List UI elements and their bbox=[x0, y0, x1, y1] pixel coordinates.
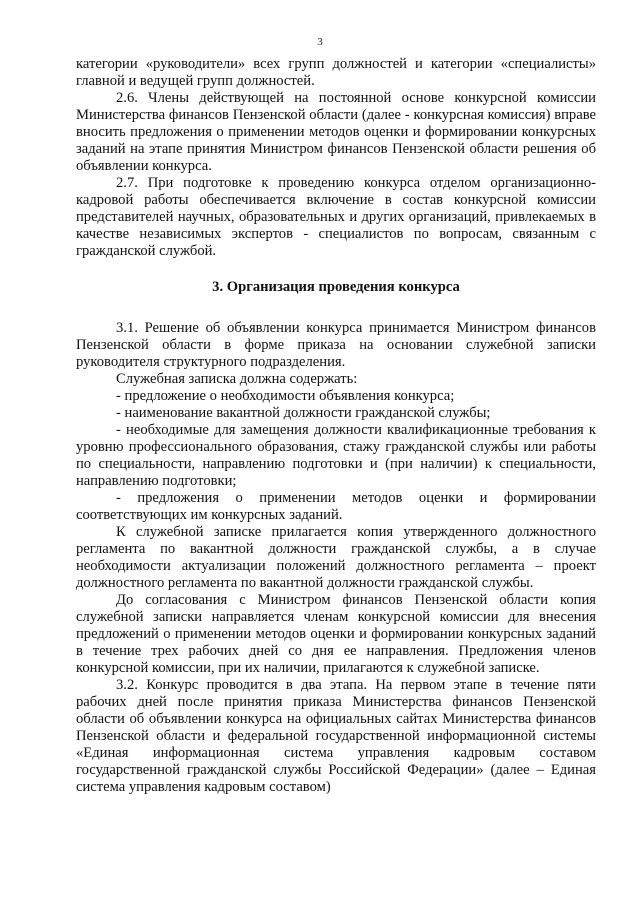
document-body bbox=[76, 56, 596, 796]
paragraph: 3.1. Решение об объявлении конкурса принимается Министром финансов Пензенской области в форме приказа на основании служебной записки руководителя структурного подразделения. bbox=[76, 320, 596, 370]
paragraph: 3.2. Конкурс проводится в два этапа. На первом этапе в течение пяти рабочих дней после принятия приказа Министерства финансов Пензенской области об объявлении конкурса на официальных сайтах Министерства финансов Пензенской области и федеральной государственной информационной системы «Единая информационная система управления кадровым составом государственной гражданской службы Российской Федерации» (далее – Единая система управления кадровым составом) bbox=[76, 677, 596, 795]
spacer bbox=[76, 260, 596, 279]
paragraph: 2.6. Члены действующей на постоянной основе конкурсной комиссии Министерства финансов Пензенской области (далее - конкурсная комиссия) вправе вносить предложения о применении методов оценки и формировании конкурсных заданий на этапе принятия Министром финансов Пензенской области решения об объявлении конкурса. bbox=[76, 90, 596, 174]
page-number: 3 bbox=[317, 36, 323, 48]
list-item: - необходимые для замещения должности квалификационные требования к уровню профессионального образования, стажу гражданской службы или работы по специальности, направлению подготовки и (при наличии) к специальности, направлению подготовки; bbox=[76, 422, 596, 489]
list-item: - предложение о необходимости объявления конкурса; bbox=[116, 388, 455, 404]
paragraph: категории «руководители» всех групп должностей и категории «специалисты» главной и ведущей групп должностей. bbox=[76, 56, 596, 89]
paragraph: К служебной записке прилагается копия утвержденного должностного регламента по вакантной должности гражданской службы, а в случае необходимости актуализации положений должностного регламента – проект должностного регламента по вакантной должности гражданской службы. bbox=[76, 524, 596, 591]
paragraph: До согласования с Министром финансов Пензенской области копия служебной записки направляется членам конкурсной комиссии для внесения предложений о применении методов оценки и формировании конкурсных заданий в течение трех рабочих дней со дня ее направления. Предложения членов конкурсной комиссии, при их наличии, прилагаются к служебной записке. bbox=[76, 592, 596, 676]
paragraph: 2.7. При подготовке к проведению конкурса отделом организационно-кадровой работы обеспечивается включение в состав конкурсной комиссии представителей научных, образовательных и других организаций, привлекаемых в качестве независимых экспертов - специалистов по вопросам, связанным с гражданской службой. bbox=[76, 175, 596, 259]
list-item: - предложения о применении методов оценки и формировании соответствующих им конкурсных заданий. bbox=[76, 490, 596, 523]
section-heading: 3. Организация проведения конкурса bbox=[212, 279, 460, 295]
paragraph: Служебная записка должна содержать: bbox=[116, 371, 358, 387]
list-item: - наименование вакантной должности гражданской службы; bbox=[116, 405, 491, 421]
spacer bbox=[76, 296, 596, 320]
